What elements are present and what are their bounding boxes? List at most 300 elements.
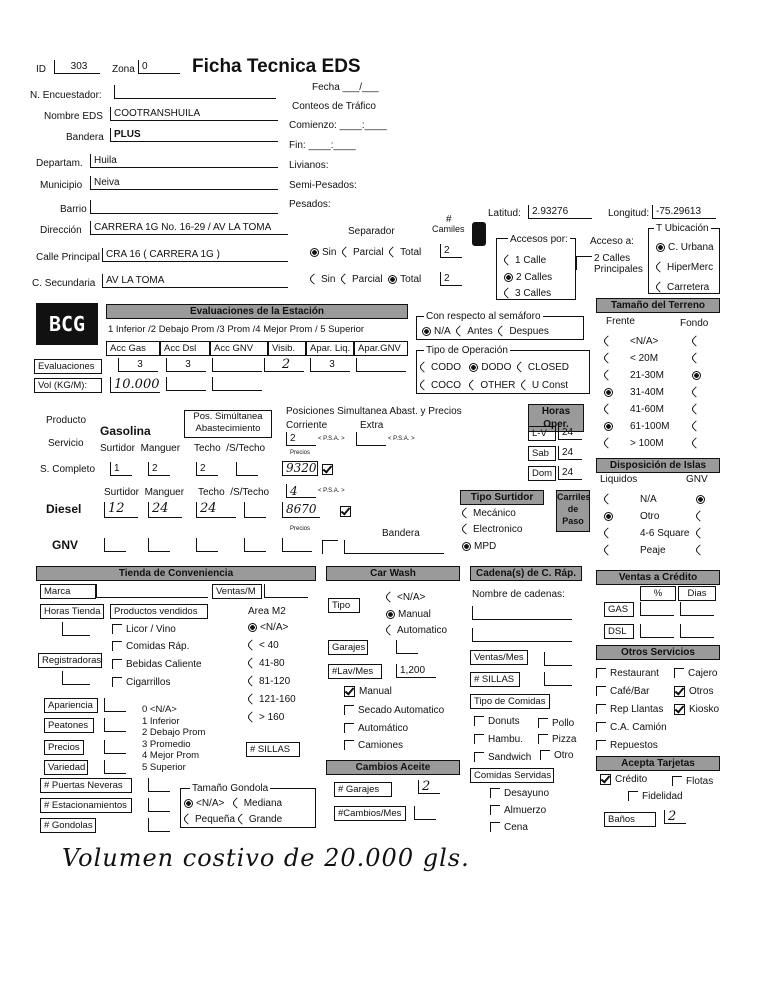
- garajes-field[interactable]: [396, 640, 418, 654]
- dodo-label: DODO: [481, 362, 512, 373]
- pollo-label: Pollo: [552, 718, 575, 729]
- calle-field[interactable]: CRA 16 ( CARRERA 1G ): [102, 248, 288, 262]
- techo-label: Techo: [193, 443, 221, 454]
- camiles-hash: #: [446, 214, 452, 225]
- depto-label: Departam.: [36, 158, 83, 169]
- d-mang-field[interactable]: 24: [148, 502, 182, 518]
- neveras-field[interactable]: [148, 778, 170, 792]
- dom-field[interactable]: 24: [558, 466, 582, 480]
- g-precio-field[interactable]: 9320: [282, 461, 318, 476]
- despues-label: Despues: [509, 326, 549, 337]
- total-radio[interactable]: [387, 247, 398, 258]
- tienda-scale-item: 2 Debajo Prom: [142, 727, 206, 738]
- tienda-scale-item: 1 Inferior: [142, 715, 180, 727]
- gondola-row-1: [184, 798, 282, 809]
- cw-auto2-option[interactable]: [344, 723, 408, 734]
- liquidos-label: Liquidos: [600, 474, 638, 485]
- otros-option[interactable]: [674, 686, 713, 697]
- terreno-option-label: <N/A>: [630, 336, 659, 347]
- cadena-1-field[interactable]: [472, 606, 572, 620]
- pizza-option[interactable]: [538, 734, 576, 745]
- gnv-surt-field[interactable]: [104, 538, 126, 552]
- bandera-field[interactable]: PLUS: [110, 128, 278, 142]
- acceso-a-label: Acceso a:: [590, 236, 634, 247]
- terreno-title: Tamaño del Terreno: [596, 298, 720, 313]
- ca-option[interactable]: [596, 722, 667, 733]
- cajero-option[interactable]: [674, 668, 717, 679]
- page-title: Ficha Tecnica EDS: [192, 56, 361, 77]
- sandwich-option[interactable]: [474, 752, 531, 763]
- carretera-option[interactable]: [656, 282, 709, 293]
- fidelidad-option[interactable]: [628, 791, 683, 802]
- grande-radio[interactable]: [236, 814, 247, 825]
- terreno-frente-radio[interactable]: [604, 404, 615, 415]
- na-radio[interactable]: [422, 327, 431, 336]
- terreno-fondo-radio[interactable]: [692, 438, 703, 449]
- desayuno-option[interactable]: [490, 788, 549, 799]
- conteos-title: Conteos de Tráfico: [292, 101, 376, 112]
- cambios-title: Cambios Aceite: [326, 760, 460, 775]
- servicio-label: Servicio: [48, 438, 84, 449]
- cw-auto-option[interactable]: [386, 625, 447, 636]
- terreno-option-label: > 100M: [630, 438, 664, 449]
- licor-option[interactable]: [112, 624, 176, 635]
- licor-label: Licor / Vino: [126, 624, 176, 635]
- horas-tienda-field[interactable]: [62, 622, 90, 636]
- lv-field[interactable]: 24: [558, 426, 582, 440]
- credito-label: Crédito: [615, 774, 648, 786]
- camiles-2-field[interactable]: 2: [440, 272, 462, 286]
- vol-gnv-field[interactable]: [212, 377, 262, 391]
- op-row-1: [420, 362, 569, 373]
- hambu-label: Hambu.: [488, 734, 524, 745]
- gnv-stecho-field[interactable]: [244, 538, 266, 552]
- terreno-fondo-radio[interactable]: [692, 404, 703, 415]
- cadena-ventas-label: Ventas/Mes: [470, 650, 528, 665]
- terreno-option-label: 61-100M: [630, 421, 670, 432]
- hipermerc-option[interactable]: [656, 262, 713, 273]
- rep-label: Rep Llantas: [610, 704, 664, 715]
- flotas-option[interactable]: [672, 776, 713, 787]
- islas-option-label: N/A: [640, 494, 657, 505]
- parcial-radio[interactable]: [340, 247, 351, 258]
- camiles-1-field[interactable]: 2: [440, 244, 462, 258]
- registradoras-field[interactable]: [62, 671, 90, 685]
- ngarajes-field[interactable]: 2: [418, 780, 440, 794]
- fondo-label: Fondo: [680, 318, 709, 329]
- coco-radio[interactable]: [418, 380, 429, 391]
- gondola-na-label: <N/A>: [196, 798, 225, 809]
- terreno-frente-radio[interactable]: [604, 438, 615, 449]
- garajes-label: Garajes: [328, 640, 368, 655]
- terreno-frente-radio[interactable]: [604, 336, 615, 347]
- lon-field[interactable]: -75.29613: [652, 205, 716, 219]
- lat-field[interactable]: 2.93276: [528, 205, 592, 219]
- eval-title: Evaluaciones de la Estación: [106, 304, 408, 319]
- producto-label: Producto: [46, 415, 87, 426]
- cafe-option[interactable]: [596, 686, 649, 697]
- variedad-field[interactable]: [104, 760, 126, 774]
- surtidor-row-2: [104, 487, 269, 498]
- d-techo-field[interactable]: 24: [196, 502, 236, 518]
- encuestador-field[interactable]: [114, 85, 276, 99]
- calle3-option[interactable]: [504, 288, 551, 299]
- electronico-option[interactable]: [462, 524, 522, 535]
- sillas-label: # SILLAS: [246, 742, 300, 757]
- cw-secado-option[interactable]: [344, 705, 444, 716]
- islas-gnv-radio[interactable]: [696, 511, 707, 522]
- corriente-label: Corriente: [286, 420, 328, 431]
- peatones-field[interactable]: [104, 718, 126, 732]
- municipio-field[interactable]: Neiva: [90, 176, 278, 190]
- comidas-label: Comidas Ráp.: [126, 641, 190, 652]
- separador-row-2: [310, 274, 421, 285]
- terreno-fondo-radio[interactable]: [692, 421, 703, 432]
- lav-label: #Lav/Mes: [328, 664, 382, 679]
- terreno-frente-radio[interactable]: [604, 370, 615, 381]
- dsl-pct-field[interactable]: [640, 624, 674, 638]
- g-extra-psa: < P.S.A. >: [388, 436, 415, 442]
- eval-apar-gnv-field[interactable]: [356, 358, 406, 372]
- id-field[interactable]: 303: [54, 60, 100, 74]
- barrio-label: Barrio: [60, 204, 87, 215]
- sin-label: Sin: [322, 247, 337, 258]
- bandera-label: Bandera: [66, 132, 104, 143]
- csec-label: C. Secundaria: [32, 278, 96, 289]
- calle1-option[interactable]: [504, 255, 546, 266]
- area-option[interactable]: [248, 622, 288, 633]
- gnv-mang-field[interactable]: [148, 538, 170, 552]
- pequena-radio[interactable]: [182, 814, 193, 825]
- nombre-field[interactable]: COOTRANSHUILA: [110, 107, 278, 121]
- encuestador-label: N. Encuestador:: [30, 90, 102, 101]
- credito-option[interactable]: [600, 774, 647, 785]
- d-stecho-field[interactable]: [244, 502, 266, 518]
- hambu-option[interactable]: [474, 734, 523, 745]
- islas-liq-radio[interactable]: [604, 494, 615, 505]
- cajero-label: Cajero: [688, 668, 718, 679]
- codo-label: CODO: [431, 362, 461, 373]
- surtidor-label: Surtidor: [100, 443, 136, 454]
- area-option[interactable]: [248, 640, 279, 651]
- gondola-na-radio[interactable]: [184, 799, 193, 808]
- livianos-label: Livianos:: [289, 160, 329, 171]
- gnv-label: GNV: [686, 474, 708, 485]
- mpd-label: MPD: [474, 541, 497, 552]
- evaluaciones-label: Evaluaciones: [34, 359, 102, 374]
- sandwich-label: Sandwich: [488, 752, 532, 763]
- pos-title: Posiciones Simultanea Abast. y Precios: [286, 406, 462, 417]
- comidas-option[interactable]: [112, 641, 189, 652]
- calle2-option[interactable]: [504, 272, 552, 283]
- hipermerc-label: HiperMerc: [667, 262, 714, 273]
- donuts-label: Donuts: [488, 716, 520, 727]
- sab-label: Sab: [528, 446, 556, 461]
- id-label: ID: [36, 64, 46, 75]
- gnv-prod-label: GNV: [52, 538, 79, 552]
- other-label: OTHER: [480, 380, 516, 391]
- g-extra-field[interactable]: [356, 432, 386, 446]
- bandera-gnv-field[interactable]: [344, 540, 444, 554]
- g-precios-label: Precios: [290, 450, 311, 456]
- cw-manual-label: Manual: [398, 609, 431, 620]
- depto-field[interactable]: Huila: [90, 154, 278, 168]
- kiosko-option[interactable]: [674, 704, 719, 715]
- flotas-label: Flotas: [686, 776, 714, 787]
- islas-option-label: Peaje: [640, 545, 666, 556]
- cw-manual-option[interactable]: [386, 609, 431, 620]
- traffic-light-icon: [472, 222, 486, 246]
- islas-liq-radio[interactable]: [604, 528, 615, 539]
- eval-scale: 1 Inferior /2 Debajo Prom /3 Prom /4 Mejor Prom / 5 Superior: [108, 324, 365, 335]
- calle-label: Calle Principal: [36, 252, 100, 263]
- uconst-radio[interactable]: [519, 380, 530, 391]
- banos-label: Baños: [604, 812, 656, 827]
- donuts-option[interactable]: [474, 716, 520, 727]
- antes-label: Antes: [467, 326, 493, 337]
- horas-title: Horas Oper.: [528, 404, 584, 432]
- estac-label: # Estacionamientos: [40, 798, 132, 813]
- closed-radio[interactable]: [515, 362, 526, 373]
- tipo-comidas-label: Tipo de Comidas: [470, 694, 550, 709]
- apar-liq-label: Apar. Liq.: [306, 341, 354, 356]
- otros-label: Otros: [689, 686, 714, 698]
- csec-field[interactable]: AV LA TOMA: [102, 274, 288, 288]
- marca-label: Marca: [40, 584, 96, 599]
- islas-option-label: 4-6 Square: [640, 528, 690, 539]
- g-stecho-field[interactable]: [236, 462, 258, 476]
- urbana-option[interactable]: [656, 242, 714, 253]
- bandera2-label: Bandera: [382, 528, 420, 539]
- mediana-radio[interactable]: [231, 798, 242, 809]
- area-option-label: < 40: [259, 640, 279, 651]
- terreno-option-label: < 20M: [630, 353, 659, 364]
- gondolas-label: # Gondolas: [40, 818, 96, 833]
- ngarajes-label: # Garajes: [334, 782, 392, 797]
- cena-label: Cena: [504, 822, 528, 833]
- otro-option[interactable]: [540, 750, 573, 761]
- terreno-frente-radio[interactable]: [604, 353, 615, 364]
- tienda-scale-item: 5 Superior: [142, 761, 186, 773]
- vol-field[interactable]: 10.000: [110, 377, 160, 393]
- barrio-field[interactable]: [90, 200, 278, 214]
- area-option-label: 41-80: [259, 658, 285, 669]
- gnv-precio-check[interactable]: [322, 540, 338, 554]
- terreno-fondo-radio[interactable]: [692, 387, 703, 398]
- lon-label: Longitud:: [608, 208, 650, 219]
- cigarrillos-option[interactable]: [112, 677, 170, 688]
- eval-liq-field[interactable]: 3: [310, 358, 350, 372]
- area-option[interactable]: [248, 658, 285, 669]
- banos-field[interactable]: 2: [664, 810, 686, 824]
- comienzo-label: Comienzo: ____:____: [289, 120, 387, 131]
- d-precio-field[interactable]: 8670: [282, 502, 320, 518]
- parcial2-radio[interactable]: [339, 274, 350, 285]
- codo-radio[interactable]: [418, 362, 429, 373]
- bebidas-option[interactable]: [112, 659, 202, 670]
- area-option[interactable]: [248, 712, 284, 723]
- area-label: Area M2: [248, 606, 286, 617]
- other-radio[interactable]: [468, 380, 479, 391]
- cw-manual2-option[interactable]: [344, 686, 392, 697]
- area-option[interactable]: [248, 694, 296, 705]
- credito-title: Ventas a Crédito: [596, 570, 720, 585]
- cadena-2-field[interactable]: [472, 628, 572, 642]
- sab-field[interactable]: 24: [558, 446, 582, 460]
- area-option[interactable]: [248, 676, 290, 687]
- pizza-label: Pizza: [552, 734, 577, 745]
- gnv-techo-field[interactable]: [196, 538, 218, 552]
- cw-na-option[interactable]: [386, 592, 425, 603]
- g-corr-field[interactable]: 2: [286, 432, 316, 446]
- dsl-label: DSL: [604, 624, 634, 639]
- terreno-fondo-radio[interactable]: [692, 336, 703, 347]
- parcial-label: Parcial: [353, 247, 384, 258]
- precios-field[interactable]: [104, 740, 126, 754]
- stecho-label: /S/Techo: [226, 443, 266, 454]
- d-corr-field[interactable]: 4: [286, 484, 316, 498]
- cadena-sillas-label: # SILLAS: [470, 672, 520, 687]
- zona-field[interactable]: 0: [138, 60, 180, 74]
- neveras-label: # Puertas Neveras: [40, 778, 132, 793]
- islas-liq-radio[interactable]: [604, 545, 615, 556]
- kiosko-label: Kiosko: [689, 704, 720, 716]
- separador-label: Separador: [348, 226, 395, 237]
- nombre-cadenas-label: Nombre de cadenas:: [472, 589, 565, 600]
- rep-option[interactable]: [596, 704, 663, 715]
- apar-gnv-label: Apar.GNV: [354, 341, 408, 356]
- ubicacion-title: T Ubicación: [656, 223, 709, 234]
- vol-dsl-field[interactable]: [166, 377, 206, 391]
- direccion-field[interactable]: CARRERA 1G No. 16-29 / AV LA TOMA: [90, 221, 288, 235]
- eval-gas-field[interactable]: 3: [118, 358, 158, 372]
- tienda-scale-item: 3 Promedio: [142, 738, 191, 750]
- mecanico-label: Mecánico: [473, 508, 516, 519]
- terreno-option-label: 41-60M: [630, 404, 664, 415]
- terreno-option-label: 31-40M: [630, 387, 664, 398]
- productos-vendidos-label: Productos vendidos: [110, 604, 208, 619]
- manguer-label: Manguer: [140, 443, 181, 454]
- antes-radio[interactable]: [455, 326, 466, 337]
- closed-label: CLOSED: [527, 362, 570, 373]
- total2-radio[interactable]: [388, 275, 397, 284]
- pequena-label: Pequeña: [195, 814, 236, 825]
- g-surt-field[interactable]: 1: [110, 462, 132, 476]
- dodo-radio[interactable]: [469, 363, 478, 372]
- lat-label: Latitud:: [488, 208, 521, 219]
- camiles-label: Camiles: [432, 224, 465, 234]
- marca-field[interactable]: [96, 584, 208, 598]
- repuestos-option[interactable]: [596, 740, 658, 751]
- techo2-label: Techo: [197, 487, 225, 498]
- g-mang-field[interactable]: 2: [148, 462, 170, 476]
- pct-label: %: [640, 586, 676, 601]
- total-label: Total: [400, 247, 422, 258]
- ventas-field[interactable]: [264, 584, 308, 598]
- sin-radio[interactable]: [310, 248, 319, 257]
- g-precio-check[interactable]: [322, 464, 333, 475]
- semaforo-title: Con respecto al semáforo: [426, 311, 541, 322]
- gondola-row-2: [184, 814, 282, 825]
- tipo-label: Tipo: [328, 598, 360, 613]
- cw-camiones-option[interactable]: [344, 740, 403, 751]
- cw-auto-label: Automatico: [397, 625, 448, 636]
- pesados-label: Pesados:: [289, 199, 331, 210]
- eval-visib-field[interactable]: 2: [264, 358, 304, 372]
- lav-field[interactable]: 1,200: [396, 664, 436, 678]
- terreno-frente-radio[interactable]: [604, 421, 616, 432]
- variedad-label: Variedad: [44, 760, 88, 775]
- sin2-radio[interactable]: [308, 274, 319, 285]
- zona-label: Zona: [112, 64, 135, 75]
- gas-pct-field[interactable]: [640, 602, 674, 616]
- separador-row-1: [310, 247, 421, 258]
- terreno-option-label: 21-30M: [630, 370, 664, 381]
- cigarrillos-label: Cigarrillos: [126, 677, 171, 688]
- na-label: N/A: [434, 326, 451, 337]
- d-precio-check[interactable]: [340, 506, 351, 517]
- cadena-ventas-field[interactable]: [544, 652, 572, 666]
- mecanico-option[interactable]: [462, 508, 516, 519]
- estac-field[interactable]: [148, 798, 170, 812]
- servicios-title: Otros Servicios: [596, 645, 720, 660]
- tam-gondola-label: Tamaño Gondola: [192, 783, 269, 794]
- islas-liq-radio[interactable]: [604, 511, 616, 522]
- cambios-mes-field[interactable]: [414, 806, 436, 820]
- carriles-title: Carriles de Paso: [556, 490, 590, 532]
- gas-dias-field[interactable]: [680, 602, 714, 616]
- terreno-fondo-radio[interactable]: [692, 370, 704, 381]
- mpd-option[interactable]: [462, 541, 496, 552]
- islas-gnv-radio[interactable]: [696, 528, 707, 539]
- g-techo-field[interactable]: 2: [196, 462, 218, 476]
- scompleto-label: S. Completo: [40, 464, 96, 475]
- mediana-label: Mediana: [243, 798, 283, 809]
- cena-option[interactable]: [490, 822, 528, 833]
- apariencia-field[interactable]: [104, 698, 126, 712]
- almuerzo-option[interactable]: [490, 805, 546, 816]
- gondolas-field[interactable]: [148, 818, 170, 832]
- stecho2-label: /S/Techo: [230, 487, 270, 498]
- coco-label: COCO: [431, 380, 461, 391]
- surtidor-row: [100, 443, 265, 454]
- terreno-fondo-radio[interactable]: [692, 353, 703, 364]
- restaurant-option[interactable]: [596, 668, 659, 679]
- bebidas-label: Bebidas Caliente: [126, 659, 202, 670]
- acc-dsl-label: Acc Dsl: [160, 341, 210, 356]
- cadena-sillas-field[interactable]: [544, 672, 572, 686]
- d-surt-field[interactable]: 12: [104, 502, 138, 518]
- dos-calles-label: 2 Calles Principales: [594, 253, 643, 275]
- surtidor2-label: Surtidor: [104, 487, 140, 498]
- islas-gnv-radio[interactable]: [696, 494, 708, 505]
- cw-secado-label: Secado Automatico: [358, 705, 445, 716]
- accesos-title: Accesos por:: [510, 234, 568, 245]
- dsl-dias-field[interactable]: [680, 624, 714, 638]
- apariencia-label: Apariencia: [44, 698, 98, 713]
- eval-dsl-field[interactable]: 3: [166, 358, 206, 372]
- eval-gnv-field[interactable]: [212, 358, 262, 372]
- calle3-label: 3 Calles: [515, 288, 552, 299]
- repuestos-label: Repuestos: [610, 740, 658, 751]
- islas-gnv-radio[interactable]: [696, 545, 707, 556]
- despues-radio[interactable]: [497, 326, 508, 337]
- pollo-option[interactable]: [538, 718, 574, 729]
- dias-label: Dias: [678, 586, 716, 601]
- dos-calles-checkbox[interactable]: [576, 256, 592, 270]
- terreno-frente-radio[interactable]: [604, 387, 616, 398]
- gnv-precio-field[interactable]: [282, 538, 312, 552]
